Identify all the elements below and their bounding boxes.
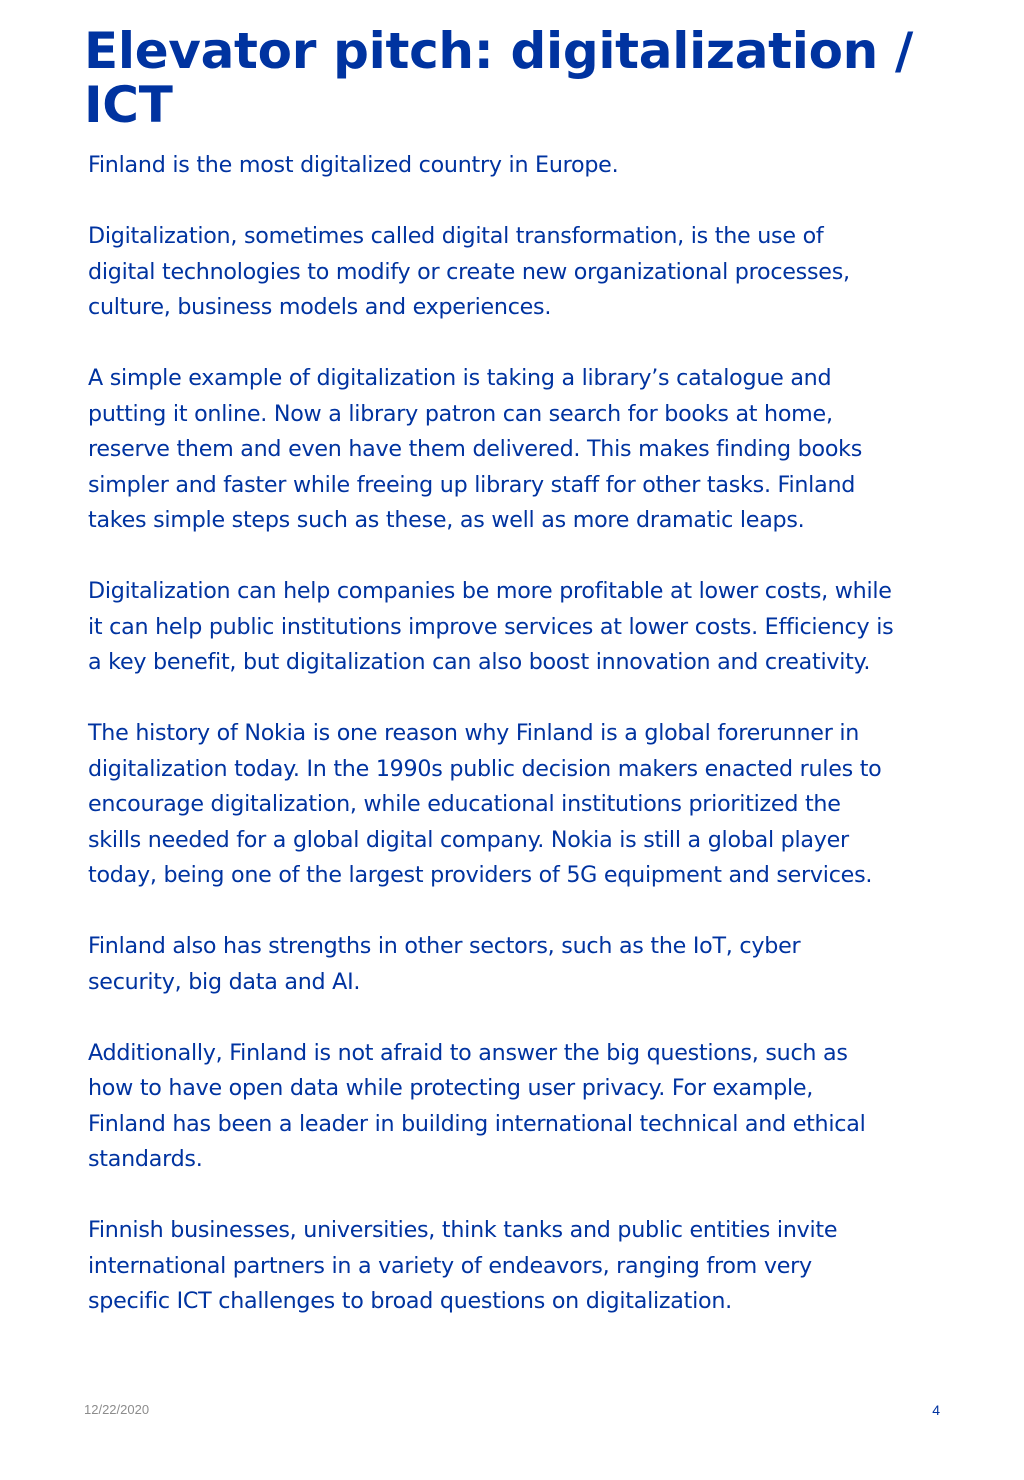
slide-title: Elevator pitch: digitalization / ICT xyxy=(84,22,913,134)
paragraph-library-example: A simple example of digitalization is taking a library’s catalogue and putting it online. Now a library patron can search for books at home, reserve them and even have them delivered. This makes finding books simpler and faster while freeing up library staff for other tasks. Finland takes simple steps such as these, as well as more dramatic leaps. xyxy=(88,365,863,533)
paragraph-intro: Finland is the most digitalized country in Europe. xyxy=(88,152,619,178)
paragraph-definition: Digitalization, sometimes called digital transformation, is the use of digital technologies to modify or create new organizational processes, culture, business models and experiences. xyxy=(88,223,850,320)
paragraph-benefits: Digitalization can help companies be more profitable at lower costs, while it can help public institutions improve services at lower costs. Efficiency is a key benefit, but digitalization can also boost innovation and creativity. xyxy=(88,578,894,675)
page-number: 4 xyxy=(932,1402,940,1418)
paragraph-strengths: Finland also has strengths in other sectors, such as the IoT, cyber security, big data and AI. xyxy=(88,933,801,995)
slide-body xyxy=(88,148,958,1355)
paragraph-open-data: Additionally, Finland is not afraid to answer the big questions, such as how to have open data while protecting user privacy. For example, Finland has been a leader in building international technical and ethical standards. xyxy=(88,1039,866,1172)
paragraph-nokia-history: The history of Nokia is one reason why Finland is a global forerunner in digitalization today. In the 1990s public decision makers enacted rules to encourage digitalization, while educational institutions prioritized the skills needed for a global digital company. Nokia is still a global player today, being one of the largest providers of 5G equipment and services. xyxy=(88,720,882,888)
paragraph-partners: Finnish businesses, universities, think tanks and public entities invite international partners in a variety of endeavors, ranging from very specific ICT challenges to broad questions on digitalization. xyxy=(88,1217,838,1314)
footer-date: 12/22/2020 xyxy=(84,1402,150,1417)
